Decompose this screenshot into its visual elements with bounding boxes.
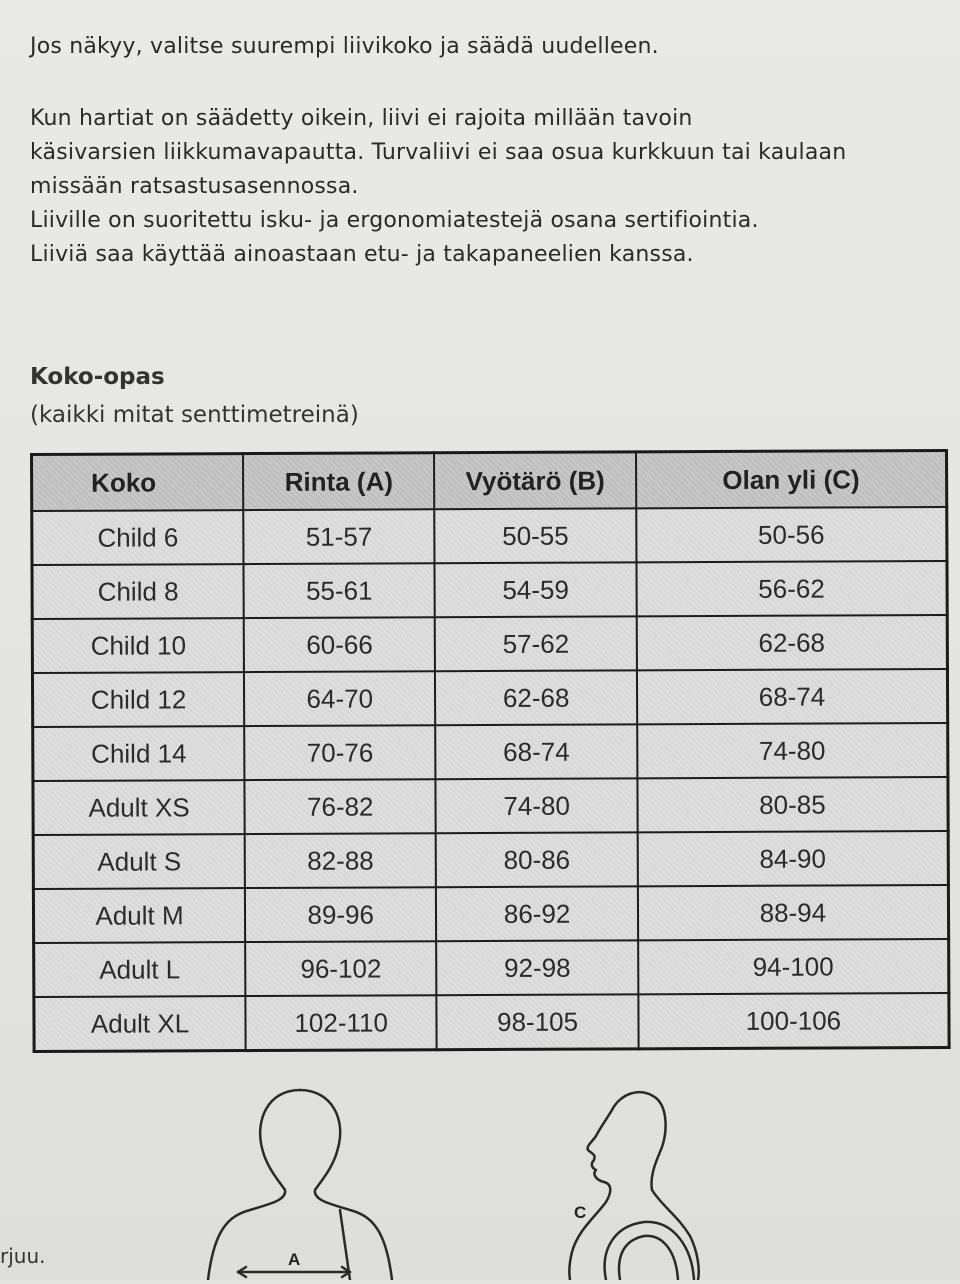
cell-waist: 62-68	[435, 670, 637, 725]
cell-over-shoulder: 80-85	[637, 777, 948, 832]
body-paragraph	[30, 102, 846, 272]
label-a: A	[288, 1250, 301, 1269]
cell-size: Child 6	[32, 510, 244, 565]
intro-line: Jos näkyy, valitse suurempi liivikoko ja säädä uudelleen.	[30, 34, 659, 59]
header-size: Koko	[32, 454, 244, 511]
header-over-shoulder: Olan yli (C)	[636, 451, 947, 509]
side-body-outline	[612, 1092, 699, 1280]
cell-waist: 92-98	[436, 940, 638, 995]
cell-waist: 68-74	[436, 724, 638, 779]
size-table	[30, 449, 951, 1053]
cell-chest: 70-76	[244, 725, 436, 780]
cell-chest: 82-88	[245, 833, 437, 888]
shoulder-measure-loop	[619, 1236, 678, 1280]
size-table-container	[30, 449, 951, 1053]
header-chest: Rinta (A)	[243, 453, 435, 510]
cell-chest: 64-70	[244, 671, 436, 726]
cell-size: Adult XL	[34, 996, 246, 1051]
margin-fragment: rjuu.	[0, 1244, 46, 1268]
cell-chest: 55-61	[244, 563, 436, 618]
measurement-figure	[0, 1080, 960, 1280]
cell-size: Child 14	[33, 726, 245, 781]
size-guide-title: Koko-opas	[30, 364, 165, 390]
cell-chest: 102-110	[245, 995, 437, 1050]
cell-chest: 60-66	[244, 617, 436, 672]
table-row	[34, 993, 949, 1051]
cell-chest: 89-96	[245, 887, 437, 942]
cell-size: Adult S	[33, 834, 245, 889]
cell-chest: 96-102	[245, 941, 437, 996]
cell-over-shoulder: 100-106	[638, 993, 949, 1049]
table-row	[33, 885, 948, 943]
table-row	[34, 939, 949, 997]
cell-over-shoulder: 94-100	[638, 939, 949, 994]
cell-size: Adult M	[33, 888, 245, 943]
body-line: käsivarsien liikkumavapautta. Turvaliivi ei saa osua kurkkuun tai kaulaan	[30, 140, 847, 165]
body-line: Liiville on suoritettu isku- ja ergonomiatestejä osana sertifiointia.	[30, 208, 759, 233]
table-row	[33, 777, 948, 835]
table-row	[33, 723, 948, 781]
cell-chest: 76-82	[244, 779, 436, 834]
cell-over-shoulder: 84-90	[637, 831, 948, 886]
front-body-outline	[208, 1090, 300, 1280]
cell-waist: 54-59	[435, 562, 637, 617]
cell-over-shoulder: 62-68	[637, 615, 948, 670]
cell-waist: 50-55	[435, 508, 637, 563]
cell-over-shoulder: 88-94	[638, 885, 949, 940]
table-row	[32, 507, 947, 565]
cell-waist: 80-86	[436, 832, 638, 887]
cell-waist: 86-92	[436, 886, 638, 941]
table-row	[32, 669, 947, 727]
header-waist: Vyötärö (B)	[434, 452, 636, 509]
label-c: C	[574, 1203, 587, 1222]
size-guide-subtitle: (kaikki mitat senttimetreinä)	[30, 402, 359, 428]
cell-waist: 57-62	[435, 616, 637, 671]
cell-waist: 74-80	[436, 778, 638, 833]
cell-size: Child 8	[32, 564, 244, 619]
cell-over-shoulder: 56-62	[636, 561, 947, 616]
cell-size: Child 12	[32, 672, 244, 727]
table-row	[32, 561, 947, 619]
cell-over-shoulder: 68-74	[637, 669, 948, 724]
table-header-row	[32, 451, 947, 511]
cell-over-shoulder: 74-80	[637, 723, 948, 778]
body-line: Kun hartiat on säädetty oikein, liivi ei rajoita millään tavoin	[30, 106, 693, 131]
body-line: Liiviä saa käyttää ainoastaan etu- ja takapaneelien kanssa.	[30, 242, 694, 267]
cell-size: Adult L	[34, 942, 246, 997]
measurement-illustration	[0, 1080, 960, 1280]
intro-paragraph	[30, 30, 659, 64]
cell-size: Adult XS	[33, 780, 245, 835]
cell-size: Child 10	[32, 618, 244, 673]
cell-chest: 51-57	[243, 509, 435, 564]
table-row	[32, 615, 947, 673]
body-line: missään ratsastusasennossa.	[30, 174, 359, 199]
cell-over-shoulder: 50-56	[636, 507, 947, 562]
cell-waist: 98-105	[437, 994, 639, 1049]
table-row	[33, 831, 948, 889]
